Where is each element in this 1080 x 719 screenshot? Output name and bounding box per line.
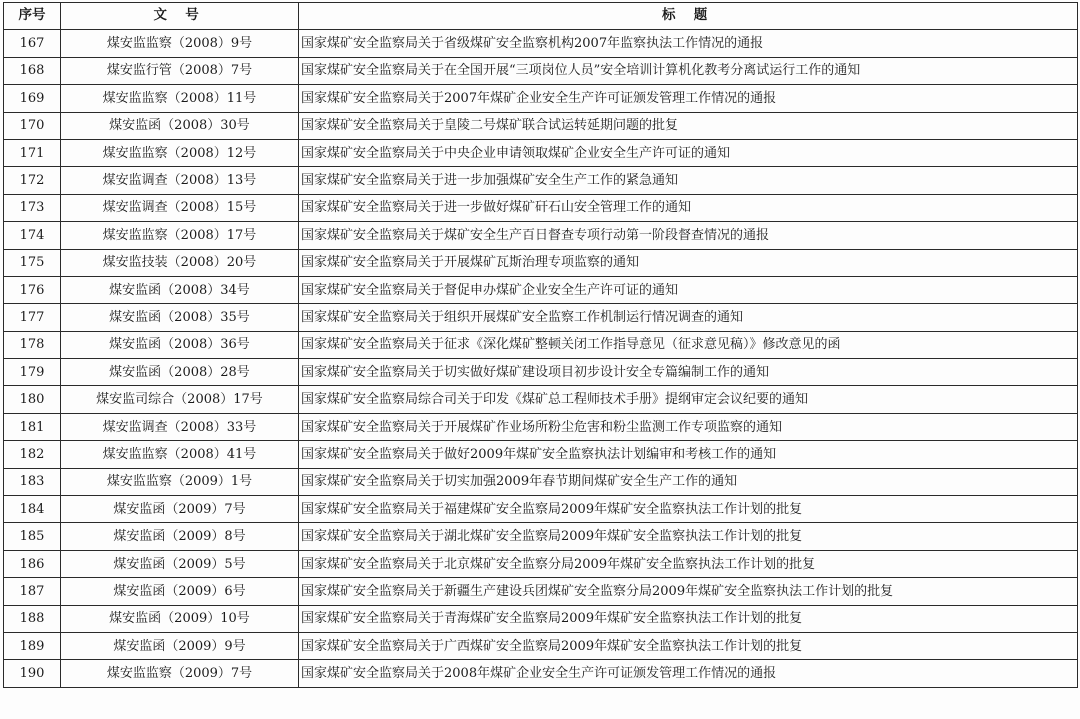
cell-title: 国家煤矿安全监察局关于切实做好煤矿建设项目初步设计安全专篇编制工作的通知 (299, 359, 1078, 386)
cell-title: 国家煤矿安全监察局关于开展煤矿作业场所粉尘危害和粉尘监测工作专项监察的通知 (299, 413, 1078, 440)
cell-seq: 183 (4, 468, 61, 495)
cell-doc-number: 煤安监司综合（2008）17号 (61, 386, 299, 413)
cell-doc-number: 煤安监调查（2008）13号 (61, 167, 299, 194)
cell-doc-number: 煤安监函（2008）28号 (61, 359, 299, 386)
cell-title: 国家煤矿安全监察局关于煤矿安全生产百日督查专项行动第一阶段督查情况的通报 (299, 222, 1078, 249)
table-row (4, 194, 1078, 221)
cell-doc-number: 煤安监技装（2008）20号 (61, 249, 299, 276)
table-row (4, 632, 1078, 659)
cell-title: 国家煤矿安全监察局关于做好2009年煤矿安全监察执法计划编审和考核工作的通知 (299, 441, 1078, 468)
cell-seq: 188 (4, 605, 61, 632)
header-seq: 序号 (4, 3, 61, 30)
cell-doc-number: 煤安监监察（2008）41号 (61, 441, 299, 468)
table-row (4, 550, 1078, 577)
cell-seq: 190 (4, 660, 61, 687)
table-body (4, 30, 1078, 687)
cell-seq: 171 (4, 139, 61, 166)
cell-seq: 178 (4, 331, 61, 358)
table-row (4, 386, 1078, 413)
table-row (4, 222, 1078, 249)
cell-seq: 180 (4, 386, 61, 413)
cell-seq: 177 (4, 304, 61, 331)
table-row (4, 441, 1078, 468)
table-row (4, 276, 1078, 303)
cell-title: 国家煤矿安全监察局关于进一步加强煤矿安全生产工作的紧急通知 (299, 167, 1078, 194)
cell-seq: 167 (4, 30, 61, 57)
cell-title: 国家煤矿安全监察局关于切实加强2009年春节期间煤矿安全生产工作的通知 (299, 468, 1078, 495)
cell-seq: 176 (4, 276, 61, 303)
table-row (4, 605, 1078, 632)
table-row (4, 413, 1078, 440)
cell-doc-number: 煤安监函（2009）9号 (61, 632, 299, 659)
cell-title: 国家煤矿安全监察局关于进一步做好煤矿矸石山安全管理工作的通知 (299, 194, 1078, 221)
header-doc-number: 文 号 (61, 3, 299, 30)
cell-doc-number: 煤安监调查（2008）33号 (61, 413, 299, 440)
cell-title: 国家煤矿安全监察局关于福建煤矿安全监察局2009年煤矿安全监察执法工作计划的批复 (299, 496, 1078, 523)
cell-title: 国家煤矿安全监察局关于省级煤矿安全监察机构2007年监察执法工作情况的通报 (299, 30, 1078, 57)
table-row (4, 578, 1078, 605)
table-row (4, 249, 1078, 276)
cell-title: 国家煤矿安全监察局关于开展煤矿瓦斯治理专项监察的通知 (299, 249, 1078, 276)
cell-seq: 182 (4, 441, 61, 468)
cell-doc-number: 煤安监函（2008）35号 (61, 304, 299, 331)
cell-seq: 179 (4, 359, 61, 386)
cell-doc-number: 煤安监函（2009）10号 (61, 605, 299, 632)
cell-title: 国家煤矿安全监察局关于征求《深化煤矿整顿关闭工作指导意见（征求意见稿）》修改意见的函 (299, 331, 1078, 358)
cell-title: 国家煤矿安全监察局关于2007年煤矿企业安全生产许可证颁发管理工作情况的通报 (299, 85, 1078, 112)
table-row (4, 523, 1078, 550)
cell-seq: 187 (4, 578, 61, 605)
cell-seq: 181 (4, 413, 61, 440)
cell-seq: 185 (4, 523, 61, 550)
cell-seq: 186 (4, 550, 61, 577)
cell-doc-number: 煤安监函（2009）7号 (61, 496, 299, 523)
cell-seq: 184 (4, 496, 61, 523)
cell-title: 国家煤矿安全监察局关于2008年煤矿企业安全生产许可证颁发管理工作情况的通报 (299, 660, 1078, 687)
cell-doc-number: 煤安监函（2009）6号 (61, 578, 299, 605)
cell-doc-number: 煤安监函（2008）34号 (61, 276, 299, 303)
cell-doc-number: 煤安监调查（2008）15号 (61, 194, 299, 221)
table-row (4, 660, 1078, 687)
cell-doc-number: 煤安监监察（2009）7号 (61, 660, 299, 687)
cell-doc-number: 煤安监监察（2008）12号 (61, 139, 299, 166)
header-title: 标 题 (299, 3, 1078, 30)
cell-title: 国家煤矿安全监察局关于北京煤矿安全监察分局2009年煤矿安全监察执法工作计划的批复 (299, 550, 1078, 577)
cell-seq: 168 (4, 57, 61, 84)
cell-title: 国家煤矿安全监察局关于在全国开展“三项岗位人员”安全培训计算机化教考分离试运行工作的通知 (299, 57, 1078, 84)
cell-doc-number: 煤安监函（2009）5号 (61, 550, 299, 577)
cell-title: 国家煤矿安全监察局关于督促申办煤矿企业安全生产许可证的通知 (299, 276, 1078, 303)
cell-doc-number: 煤安监函（2008）36号 (61, 331, 299, 358)
cell-seq: 175 (4, 249, 61, 276)
cell-doc-number: 煤安监监察（2008）17号 (61, 222, 299, 249)
table-row (4, 359, 1078, 386)
cell-title: 国家煤矿安全监察局关于青海煤矿安全监察局2009年煤矿安全监察执法工作计划的批复 (299, 605, 1078, 632)
cell-doc-number: 煤安监行管（2008）7号 (61, 57, 299, 84)
cell-seq: 169 (4, 85, 61, 112)
table-row (4, 139, 1078, 166)
table-row (4, 167, 1078, 194)
cell-seq: 173 (4, 194, 61, 221)
cell-title: 国家煤矿安全监察局关于中央企业申请领取煤矿企业安全生产许可证的通知 (299, 139, 1078, 166)
cell-doc-number: 煤安监函（2008）30号 (61, 112, 299, 139)
cell-title: 国家煤矿安全监察局关于广西煤矿安全监察局2009年煤矿安全监察执法工作计划的批复 (299, 632, 1078, 659)
cell-seq: 189 (4, 632, 61, 659)
cell-title: 国家煤矿安全监察局关于湖北煤矿安全监察局2009年煤矿安全监察执法工作计划的批复 (299, 523, 1078, 550)
table-row (4, 468, 1078, 495)
cell-doc-number: 煤安监监察（2008）9号 (61, 30, 299, 57)
cell-seq: 174 (4, 222, 61, 249)
cell-title: 国家煤矿安全监察局关于组织开展煤矿安全监察工作机制运行情况调查的通知 (299, 304, 1078, 331)
cell-seq: 170 (4, 112, 61, 139)
cell-doc-number: 煤安监监察（2009）1号 (61, 468, 299, 495)
table-row (4, 304, 1078, 331)
table-header-row (4, 3, 1078, 30)
table-row (4, 30, 1078, 57)
cell-title: 国家煤矿安全监察局关于皇陵二号煤矿联合试运转延期问题的批复 (299, 112, 1078, 139)
cell-title: 国家煤矿安全监察局综合司关于印发《煤矿总工程师技术手册》提纲审定会议纪要的通知 (299, 386, 1078, 413)
table-row (4, 496, 1078, 523)
cell-doc-number: 煤安监函（2009）8号 (61, 523, 299, 550)
cell-doc-number: 煤安监监察（2008）11号 (61, 85, 299, 112)
cell-seq: 172 (4, 167, 61, 194)
table-row (4, 331, 1078, 358)
table-row (4, 57, 1078, 84)
document-list-table (3, 2, 1078, 688)
table-row (4, 112, 1078, 139)
table-row (4, 85, 1078, 112)
cell-title: 国家煤矿安全监察局关于新疆生产建设兵团煤矿安全监察分局2009年煤矿安全监察执法工作计划的批复 (299, 578, 1078, 605)
